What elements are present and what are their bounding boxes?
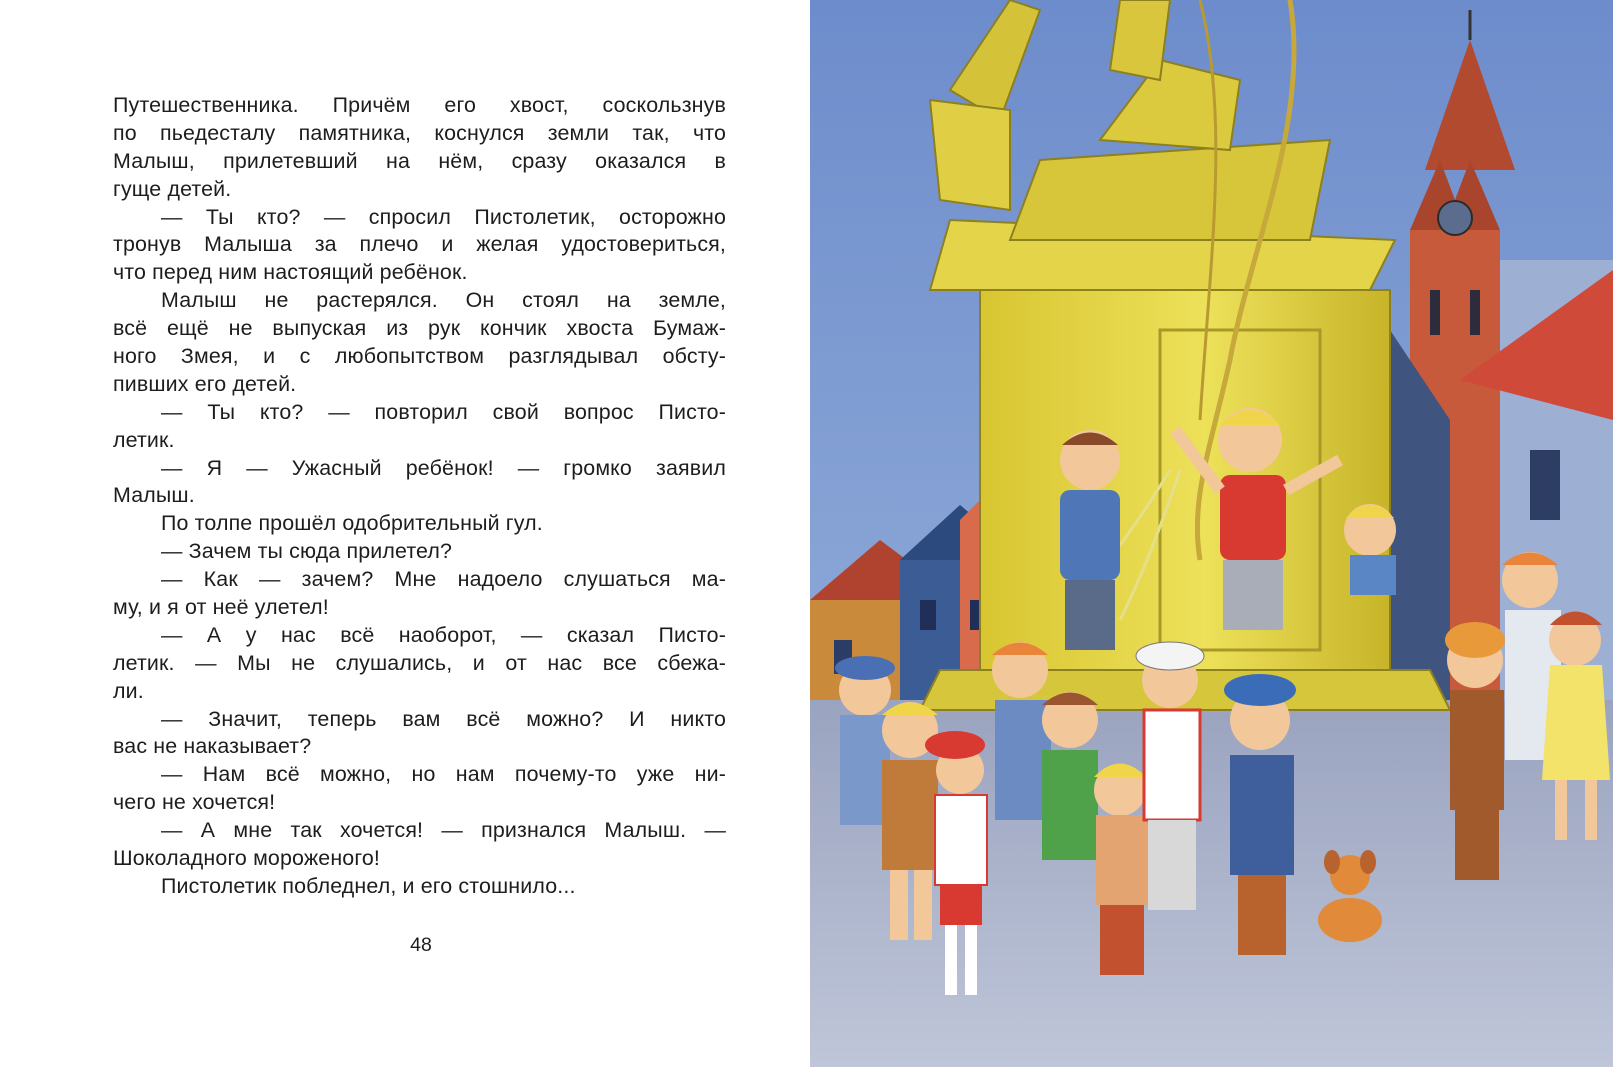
text-line: — Ты кто? — спросил Пистолетик, осторожно	[161, 204, 726, 229]
text-line: му, и я от неё улетел!	[113, 595, 329, 620]
text-line: ли.	[113, 678, 144, 703]
text-line: что перед ним настоящий ребёнок.	[113, 260, 468, 285]
text-line: По толпе прошёл одобрительный гул.	[161, 511, 543, 536]
text-line: вас не наказывает?	[113, 734, 312, 759]
text-line: ного Змея, и с любопытством разглядывал обсту-	[113, 344, 726, 369]
story-text	[113, 92, 726, 901]
text-line: — А мне так хочется! — признался Малыш. —	[161, 818, 726, 843]
text-line: Малыш, прилетевший на нём, сразу оказался в	[113, 148, 726, 173]
boy-in-blue-shirt	[1060, 430, 1120, 650]
text-line: Малыш.	[113, 483, 195, 508]
text-line: тронув Малыша за плечо и желая удостовериться,	[113, 232, 726, 257]
illustration	[810, 0, 1613, 1067]
text-line: летик. — Мы не слушались, и от нас все сбежа-	[113, 650, 726, 675]
text-line: — Зачем ты сюда прилетел?	[161, 539, 453, 564]
text-line: Путешественника. Причём его хвост, соскользнув	[113, 93, 726, 117]
text-line: — А у нас всё наоборот, — сказал Писто-	[161, 622, 726, 647]
text-line: Малыш не растерялся. Он стоял на земле,	[161, 288, 726, 313]
text-line: Пистолетик побледнел, и его стошнило...	[161, 873, 576, 898]
text-line: гуще детей.	[113, 176, 232, 201]
text-line: пивших его детей.	[113, 371, 297, 396]
clock-icon	[1438, 201, 1472, 235]
text-line: чего не хочется!	[113, 790, 276, 815]
text-line: — Как — зачем? Мне надоело слушаться ма-	[161, 567, 726, 592]
text-line: летик.	[113, 427, 175, 452]
text-line: по пьедесталу памятника, коснулся земли так, что	[113, 120, 726, 145]
text-line: — Я — Ужасный ребёнок! — громко заявил	[161, 455, 726, 480]
monument-square-illustration	[810, 0, 1613, 1067]
page-number: 48	[410, 934, 432, 956]
text-line: — Ты кто? — повторил свой вопрос Писто-	[161, 399, 726, 424]
text-line: Шоколадного мороженого!	[113, 846, 380, 871]
text-line: — Значит, теперь вам всё можно? И никто	[161, 706, 726, 731]
text-line: всё ещё не выпуская из рук кончик хвоста Бумаж-	[113, 316, 726, 341]
text-line: — Нам всё можно, но нам почему-то уже ни-	[161, 762, 726, 787]
